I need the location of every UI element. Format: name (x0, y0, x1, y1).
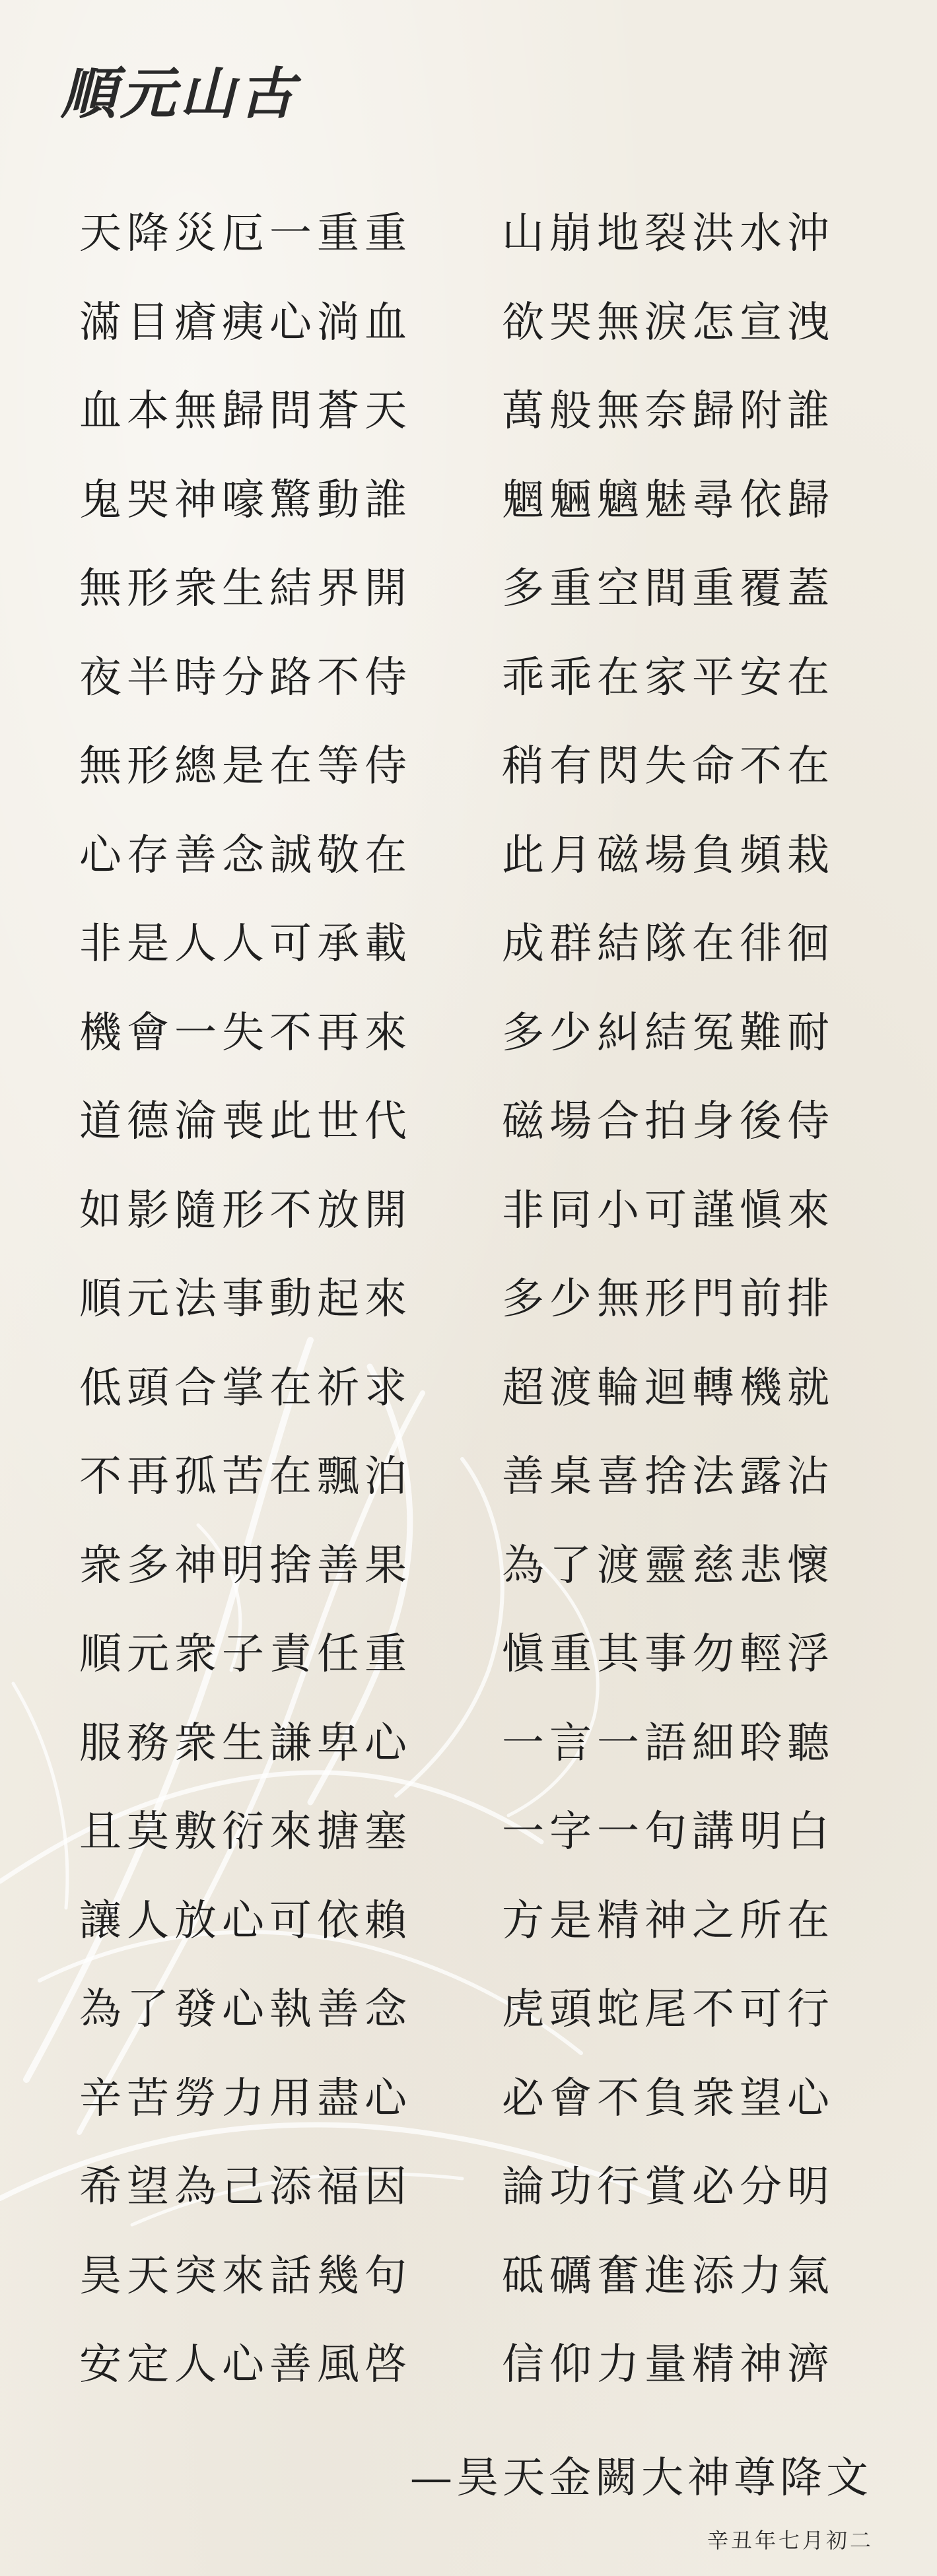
poem-line-left: 無形衆生結界開 (79, 564, 412, 613)
poem-line-right: 魍魎魑魅尋依歸 (502, 475, 835, 525)
poem-row (79, 564, 872, 657)
poem-line-right: 萬般無奈歸附誰 (502, 387, 835, 436)
poem-line-left: 辛苦勞力用盡心 (79, 2074, 412, 2123)
poem-line-left: 機會一失不再來 (79, 1008, 412, 1058)
poem-row (79, 1097, 872, 1190)
poem-line-left: 希望為己添福因 (79, 2163, 412, 2212)
poem-row (79, 920, 872, 1012)
poem-line-left: 鬼哭神嚎驚動誰 (79, 475, 412, 525)
poem-row (79, 1718, 872, 1812)
poem-line-right: 超渡輪迴轉機就 (502, 1363, 835, 1413)
poem-row (79, 298, 872, 391)
poem-line-right: 虎頭蛇尾不可行 (502, 1985, 835, 2034)
poem-line-right: 成群結隊在徘徊 (502, 920, 835, 968)
poem-line-right: 多少無形門前排 (502, 1275, 835, 1324)
date-stamp: 辛丑年七月初二 (707, 2528, 874, 2553)
poem-line-left: 天降災厄一重重 (79, 209, 412, 258)
poem-line-right: 一字一句講明白 (502, 1808, 835, 1856)
poem-line-right: 砥礪奮進添力氣 (502, 2251, 835, 2301)
poem-line-right: 多重空間重覆蓋 (502, 564, 835, 613)
poem-line-right: 稍有閃失命不在 (502, 742, 835, 791)
poem-row (79, 209, 872, 302)
poem-line-right: 山崩地裂洪水沖 (502, 209, 835, 258)
poem-row (79, 387, 872, 479)
poem-line-left: 不再孤苦在飄泊 (79, 1452, 412, 1501)
poem-row (79, 1808, 872, 1900)
page-title: 順元山古 (61, 61, 299, 126)
poem-row (79, 1896, 872, 1989)
poem-line-right: 論功行賞必分明 (502, 2163, 835, 2212)
poem-line-right: 非同小可謹愼來 (502, 1186, 835, 1235)
poem-row (79, 2251, 872, 2344)
poem-row (79, 1363, 872, 1456)
poem-row (79, 2163, 872, 2255)
poem-line-right: 多少糾結冤難耐 (502, 1008, 835, 1058)
poem-line-right: 方是精神之所在 (502, 1896, 835, 1946)
poem-row (79, 2340, 872, 2433)
poem-line-left: 低頭合掌在祈求 (79, 1363, 412, 1413)
poem-row (79, 1008, 872, 1101)
poem-row (79, 742, 872, 834)
poem-line-left: 讓人放心可依賴 (79, 1896, 412, 1946)
poem-line-right: 愼重其事勿輕浮 (502, 1630, 835, 1679)
poem-line-left: 心存善念誠敬在 (79, 830, 412, 880)
poem-line-left: 無形總是在等侍 (79, 742, 412, 791)
poem-row (79, 475, 872, 568)
poem-row (79, 830, 872, 924)
poem-row (79, 1275, 872, 1367)
poem-line-left: 服務衆生謙卑心 (79, 1718, 412, 1768)
poem-line-left: 血本無歸問蒼天 (79, 387, 412, 436)
poem-line-left: 順元衆子責任重 (79, 1630, 412, 1679)
poem-line-right: 乖乖在家平安在 (502, 653, 835, 702)
poem-line-right: 信仰力量精神濟 (502, 2340, 835, 2389)
poem-row (79, 1541, 872, 1634)
poem-line-left: 順元法事動起來 (79, 1275, 412, 1324)
poem-line-right: 欲哭無淚怎宣洩 (502, 298, 835, 347)
poem-row (79, 1985, 872, 2078)
poem-line-left: 道德淪喪此世代 (79, 1097, 412, 1146)
poem-line-left: 昊天突來話幾句 (79, 2251, 412, 2301)
poem-row (79, 1630, 872, 1722)
poem-row (79, 1186, 872, 1279)
poem-row (79, 1452, 872, 1545)
signature: —昊天金闕大神尊降文 (410, 2454, 872, 2503)
poem-line-left: 夜半時分路不侍 (79, 653, 412, 702)
poem-row (79, 2074, 872, 2167)
poem-line-right: 必會不負衆望心 (502, 2074, 835, 2123)
poem-line-right: 此月磁場負頻栽 (502, 830, 835, 880)
poem-line-left: 且莫敷衍來搪塞 (79, 1808, 412, 1856)
poem-line-left: 為了發心執善念 (79, 1985, 412, 2034)
poem-row (79, 653, 872, 746)
poem-line-left: 滿目瘡痍心淌血 (79, 298, 412, 347)
poem-line-right: 磁場合拍身後侍 (502, 1097, 835, 1146)
poem-line-right: 一言一語細聆聽 (502, 1718, 835, 1768)
poem-line-right: 善桌喜捨法露沾 (502, 1452, 835, 1501)
poem-line-left: 衆多神明捨善果 (79, 1541, 412, 1590)
poem-line-left: 如影隨形不放開 (79, 1186, 412, 1235)
poem (79, 209, 872, 2433)
poem-line-right: 為了渡靈慈悲懷 (502, 1541, 835, 1590)
poem-line-left: 安定人心善風啓 (79, 2340, 412, 2389)
poem-line-left: 非是人人可承載 (79, 920, 412, 968)
